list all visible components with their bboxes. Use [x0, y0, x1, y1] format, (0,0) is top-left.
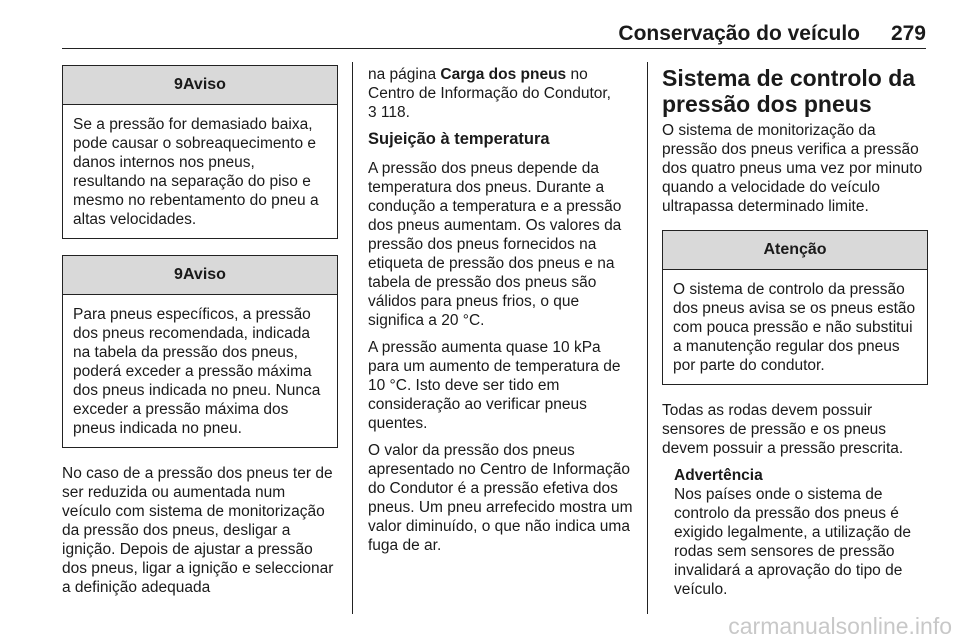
body-paragraph: O sistema de monitorização da pressão dos pneus verifica a pressão dos quatro pneus uma vez por minuto quando a velocidade do veículo ultrapassa determinado limite. — [662, 122, 923, 215]
section-heading: Sistema de controlo da pressão dos pneus — [662, 65, 916, 117]
section-title: Conservação do veículo — [618, 22, 860, 45]
caution-header: Atenção — [663, 231, 927, 270]
caution-text: O sistema de controlo da pressão dos pneus avisa se os pneus estão com pouca pressão e não substitui a manutenção regular dos pneus por parte do condutor. — [673, 281, 916, 374]
header-rule — [62, 48, 926, 49]
text-run: na página — [368, 66, 441, 83]
column-divider — [647, 62, 648, 614]
body-paragraph: A pressão dos pneus depende da temperatura dos pneus. Durante a condução a temperatura e a pressão dos pneus aumentam. Os valores da pressão dos pneus fornecidos na etiqueta de pressão dos pneus e na tabela de pressão dos pneus são válidos para pneus frios, o que significa a 20 °C. — [368, 160, 622, 329]
note — [662, 466, 928, 599]
body-paragraph: O valor da pressão dos pneus apresentado no Centro de Informação do Condutor é a pressão efetiva dos pneus. Um pneu arrefecido mostra um valor diminuído, o que não indica uma fuga de ar. — [368, 442, 633, 554]
warning-title: Aviso — [182, 76, 226, 93]
body-paragraph — [368, 65, 634, 122]
warning-box — [62, 255, 338, 448]
page-number: 279 — [890, 22, 926, 45]
note-title: Advertência — [674, 467, 763, 484]
warning-header — [63, 66, 337, 105]
watermark: carmanualsonline.info — [728, 613, 952, 639]
body-paragraph: No caso de a pressão dos pneus ter de ser reduzida ou aumentada num veículo com sistema de monitorização da pressão dos pneus, desligar a ignição. Depois de ajustar a pressão dos pneus, ligar a ignição e seleccionar a definição adequada — [62, 465, 334, 596]
warning-text: Se a pressão for demasiado baixa, pode causar o sobreaquecimento e danos internos nos pneus, resultando na separação do piso e mesmo no rebentamento do pneu a altas velocidades. — [73, 116, 319, 228]
caution-box — [662, 230, 928, 385]
body-paragraph: A pressão aumenta quase 10 kPa para um aumento de temperatura de 10 °C. Isto deve ser tido em consideração ao verificar pneus quentes. — [368, 339, 621, 432]
text-run: no Centro de Informação do Condutor, — [368, 66, 611, 102]
note-text: Nos países onde o sistema de controlo da pressão dos pneus é exigido legalmente, a utilização de rodas sem sensores de pressão invalidará a aprovação do tipo de veículo. — [674, 486, 911, 598]
column-2 — [368, 65, 634, 563]
warning-icon: 9 — [174, 76, 183, 93]
body-paragraph: Todas as rodas devem possuir sensores de pressão e os pneus devem possuir a pressão prescrita. — [662, 402, 904, 457]
warning-text: Para pneus específicos, a pressão dos pneus recomendada, indicada na tabela da pressão dos pneus, poderá exceder a pressão máxima dos pneus indicada no pneu. Nunca exceder a pressão máxima dos pneus indicada no pneu. — [73, 306, 321, 437]
menu-reference: Carga dos pneus — [440, 66, 567, 83]
warning-box — [62, 65, 338, 239]
warning-title: Aviso — [182, 266, 226, 283]
warning-header — [63, 256, 337, 295]
subsection-heading: Sujeição à temperatura — [368, 130, 550, 148]
column-divider — [352, 62, 353, 614]
column-3 — [662, 65, 928, 599]
column-1 — [62, 65, 338, 605]
warning-icon: 9 — [174, 266, 183, 283]
page-reference: 3 118. — [368, 104, 410, 121]
